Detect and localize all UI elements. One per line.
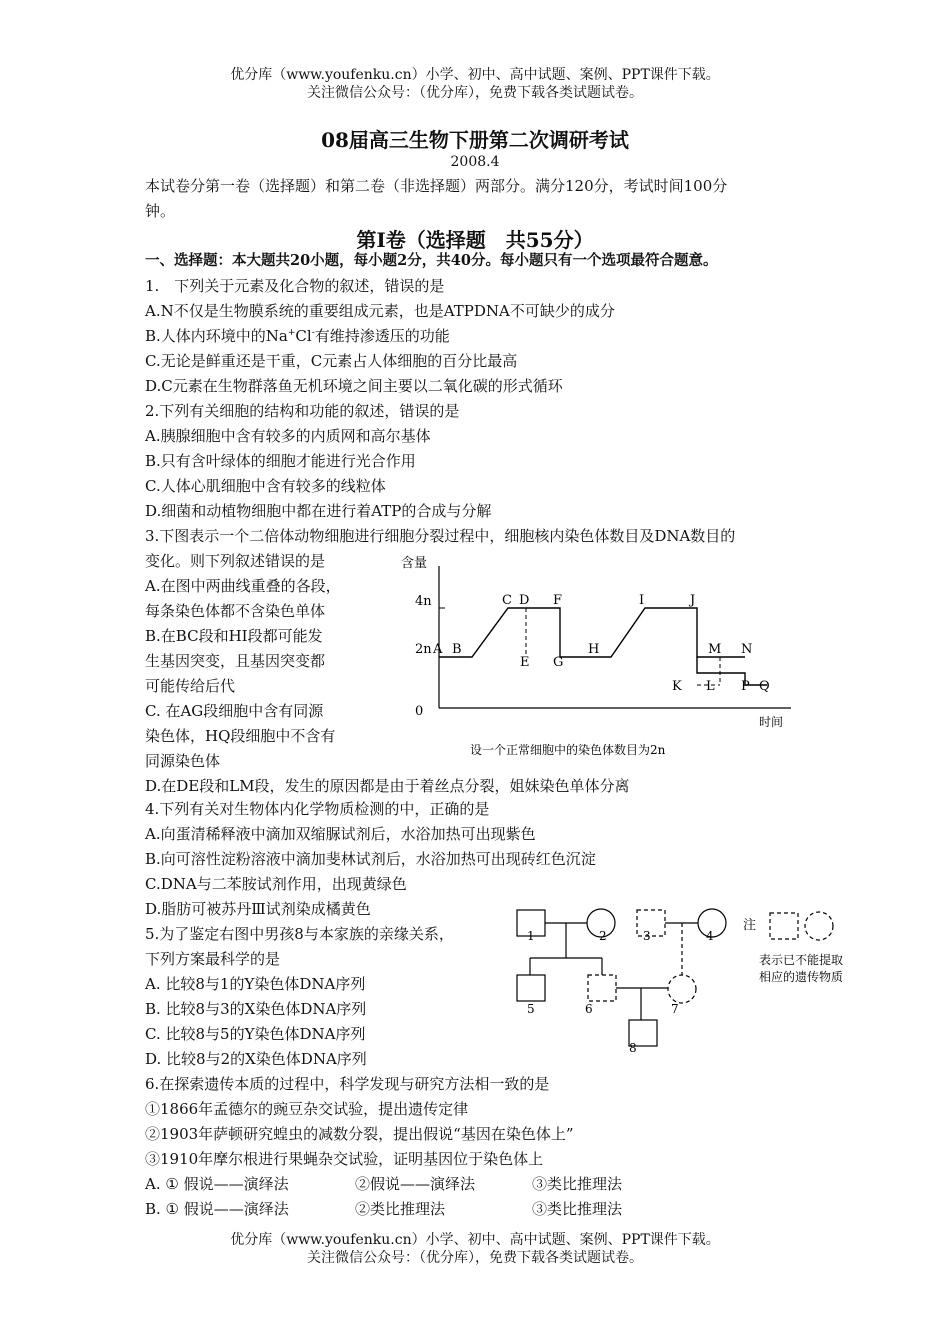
graph-x-axis-label: 时间: [759, 715, 784, 729]
q6-item-2: ②1903年萨顿研究蝗虫的减数分裂，提出假说“基因在染色体上”: [145, 1125, 574, 1143]
legend-circle-dashed: [805, 912, 833, 940]
graph-point-n: N: [741, 642, 753, 657]
label-4: 4: [706, 929, 714, 943]
q3-option-a-2: 每条染色体都不含染色单体: [145, 602, 326, 620]
q4-option-d: D.脂肪可被苏丹Ⅲ试剂染成橘黄色: [145, 900, 371, 918]
exam-intro-2: 钟。: [145, 202, 176, 220]
q5-option-a: A. 比较8与1的Y染色体DNA序列: [145, 975, 366, 993]
legend-square-dashed: [770, 913, 798, 939]
graph-point-e: E: [520, 655, 530, 670]
label-5: 5: [527, 1002, 535, 1016]
q2-option-c: C.人体心肌细胞中含有较多的线粒体: [145, 477, 386, 495]
footer-line-2: 关注微信公众号：（优分库），免费下载各类试题试卷。: [307, 1250, 643, 1266]
q3-option-c-2: 染色体，HQ段细胞中不含有: [145, 727, 336, 745]
q1-option-b-pre: B.人体内环境中的Na: [145, 327, 288, 345]
q5-option-d: D. 比较8与2的X染色体DNA序列: [145, 1050, 367, 1068]
graph-point-b: B: [452, 642, 462, 657]
q3-option-c-3: 同源染色体: [145, 752, 221, 770]
graph-caption: 设一个正常细胞中的染色体数目为2n: [470, 743, 666, 757]
q6-option-a-1: A. ① 假说——演绎法: [145, 1175, 289, 1193]
q2-option-b: B.只有含叶绿体的细胞才能进行光合作用: [145, 452, 416, 470]
q1-option-b: [145, 326, 450, 346]
q4-option-b: B.向可溶性淀粉溶液中滴加斐林试剂后，水浴加热可出现砖红色沉淀: [145, 850, 596, 868]
q6-option-b-2: ②类比推理法: [355, 1200, 446, 1218]
q5-stem-1: 5.为了鉴定右图中男孩8与本家族的亲缘关系，: [145, 925, 454, 943]
q2-option-a: A.胰腺细胞中含有较多的内质网和高尔基体: [145, 427, 431, 445]
q5-stem-2: 下列方案最科学的是: [145, 950, 281, 968]
graph-point-d: D: [519, 593, 530, 608]
q1-option-a: A.N不仅是生物膜系统的重要组成元素，也是ATPDNA不可缺少的成分: [145, 302, 615, 320]
pedigree-chart: [505, 898, 875, 1058]
graph-y-axis-label: 含量: [401, 556, 428, 571]
q3-stem-2: 变化。则下列叙述错误的是: [145, 552, 326, 570]
q3-option-b-1: B.在BC段和HI段都可能发: [145, 627, 323, 645]
q6-item-3: ③1910年摩尔根进行果蝇杂交试验，证明基因位于染色体上: [145, 1150, 544, 1168]
legend-note-label: 注: [743, 918, 757, 933]
q4-stem: 4.下列有关对生物体内化学物质检测的中，正确的是: [145, 800, 490, 818]
graph-point-j: J: [690, 593, 696, 608]
q3-option-a-1: A.在图中两曲线重叠的各段，: [145, 577, 341, 595]
graph-point-g: G: [553, 655, 564, 670]
q6-stem: 6.在探索遗传本质的过程中，科学发现与研究方法相一致的是: [145, 1075, 550, 1093]
label-2: 2: [599, 929, 607, 943]
footer-line-1: 优分库（www.youfenku.cn）小学、初中、高中试题、案例、PPT课件下载。: [230, 1232, 720, 1248]
q5-option-c: C. 比较8与5的Y染色体DNA序列: [145, 1025, 366, 1043]
graph-y-4n: 4n: [415, 594, 432, 609]
graph-point-c: C: [502, 593, 512, 608]
graph-point-m: M: [708, 642, 722, 657]
individual-5-male: [517, 975, 545, 1001]
exam-date: 2008.4: [450, 154, 500, 170]
individual-6-male-unavailable: [588, 975, 616, 1001]
graph-point-f: F: [553, 593, 563, 608]
q3-graph: [395, 548, 815, 770]
label-7: 7: [671, 1002, 679, 1016]
header-line-1: 优分库（www.youfenku.cn）小学、初中、高中试题、案例、PPT课件下载。: [230, 67, 720, 83]
q6-option-a-3: ③类比推理法: [532, 1175, 623, 1193]
q1-option-b-mid: Cl: [295, 327, 312, 345]
q6-item-1: ①1866年孟德尔的豌豆杂交试验，提出遗传定律: [145, 1100, 469, 1118]
graph-y-2n: 2n: [415, 642, 432, 657]
q1-option-d: D.C元素在生物群落鱼无机环境之间主要以二氧化碳的形式循环: [145, 377, 563, 395]
graph-point-q: Q: [759, 679, 770, 694]
graph-point-i: I: [639, 593, 645, 608]
q3-option-d: D.在DE段和LM段，发生的原因都是由于着丝点分裂，姐妹染色单体分离: [145, 777, 630, 795]
section-instruction: 一、选择题：本大题共20小题，每小题2分，共40分。每小题只有一个选项最符合题意。: [145, 252, 718, 269]
q4-option-a: A.向蛋清稀释液中滴加双缩脲试剂后，水浴加热可出现紫色: [145, 825, 536, 843]
label-6: 6: [585, 1002, 593, 1016]
legend-text-1: 表示已不能提取: [759, 953, 844, 967]
individual-7-female-unavailable: [668, 975, 696, 1003]
q3-stem-1: 3.下图表示一个二倍体动物细胞进行细胞分裂过程中，细胞核内染色体数目及DNA数目的: [145, 527, 736, 545]
legend-text-2: 相应的遗传物质: [759, 970, 844, 984]
q3-option-c-1: C. 在AG段细胞中含有同源: [145, 702, 324, 720]
graph-point-k: K: [672, 679, 682, 694]
graph-point-a: A: [433, 642, 443, 657]
q4-option-c: C.DNA与二苯胺试剂作用，出现黄绿色: [145, 875, 407, 893]
label-8: 8: [629, 1041, 637, 1055]
q6-option-a-2: ②假说——演绎法: [355, 1175, 476, 1193]
q5-option-b: B. 比较8与3的X染色体DNA序列: [145, 1000, 367, 1018]
graph-point-h: H: [588, 642, 600, 657]
individual-3-male-unavailable: [637, 910, 665, 936]
q6-option-b-3: ③类比推理法: [532, 1200, 623, 1218]
label-3: 3: [643, 929, 651, 943]
graph-point-l: L: [706, 679, 715, 694]
graph-y-0: 0: [415, 704, 424, 719]
exam-intro-1: 本试卷分第一卷（选择题）和第二卷（非选择题）两部分。满分120分，考试时间100分: [145, 177, 728, 195]
q3-option-b-2: 生基因突变，且基因突变都: [145, 652, 326, 670]
graph-point-p: P: [741, 679, 750, 694]
q3-option-b-3: 可能传给后代: [145, 677, 236, 695]
q2-stem: 2.下列有关细胞的结构和功能的叙述，错误的是: [145, 402, 460, 420]
q1-option-b-sup2: -: [311, 328, 315, 338]
label-1: 1: [527, 929, 535, 943]
q1-option-b-sup1: +: [287, 328, 296, 338]
exam-title: 08届高三生物下册第二次调研考试: [321, 128, 629, 152]
section-title: 第Ⅰ卷（选择题 共55分）: [356, 228, 594, 252]
q6-option-b-1: B. ① 假说——演绎法: [145, 1200, 289, 1218]
q1-option-b-post: 有维持渗透压的功能: [314, 327, 450, 345]
header-line-2: 关注微信公众号：（优分库），免费下载各类试题试卷。: [307, 85, 643, 101]
q2-option-d: D.细菌和动植物细胞中都在进行着ATP的合成与分解: [145, 502, 492, 520]
q1-option-c: C.无论是鲜重还是干重，C元素占人体细胞的百分比最高: [145, 352, 518, 370]
q1-stem: 1. 下列关于元素及化合物的叙述，错误的是: [145, 277, 445, 295]
